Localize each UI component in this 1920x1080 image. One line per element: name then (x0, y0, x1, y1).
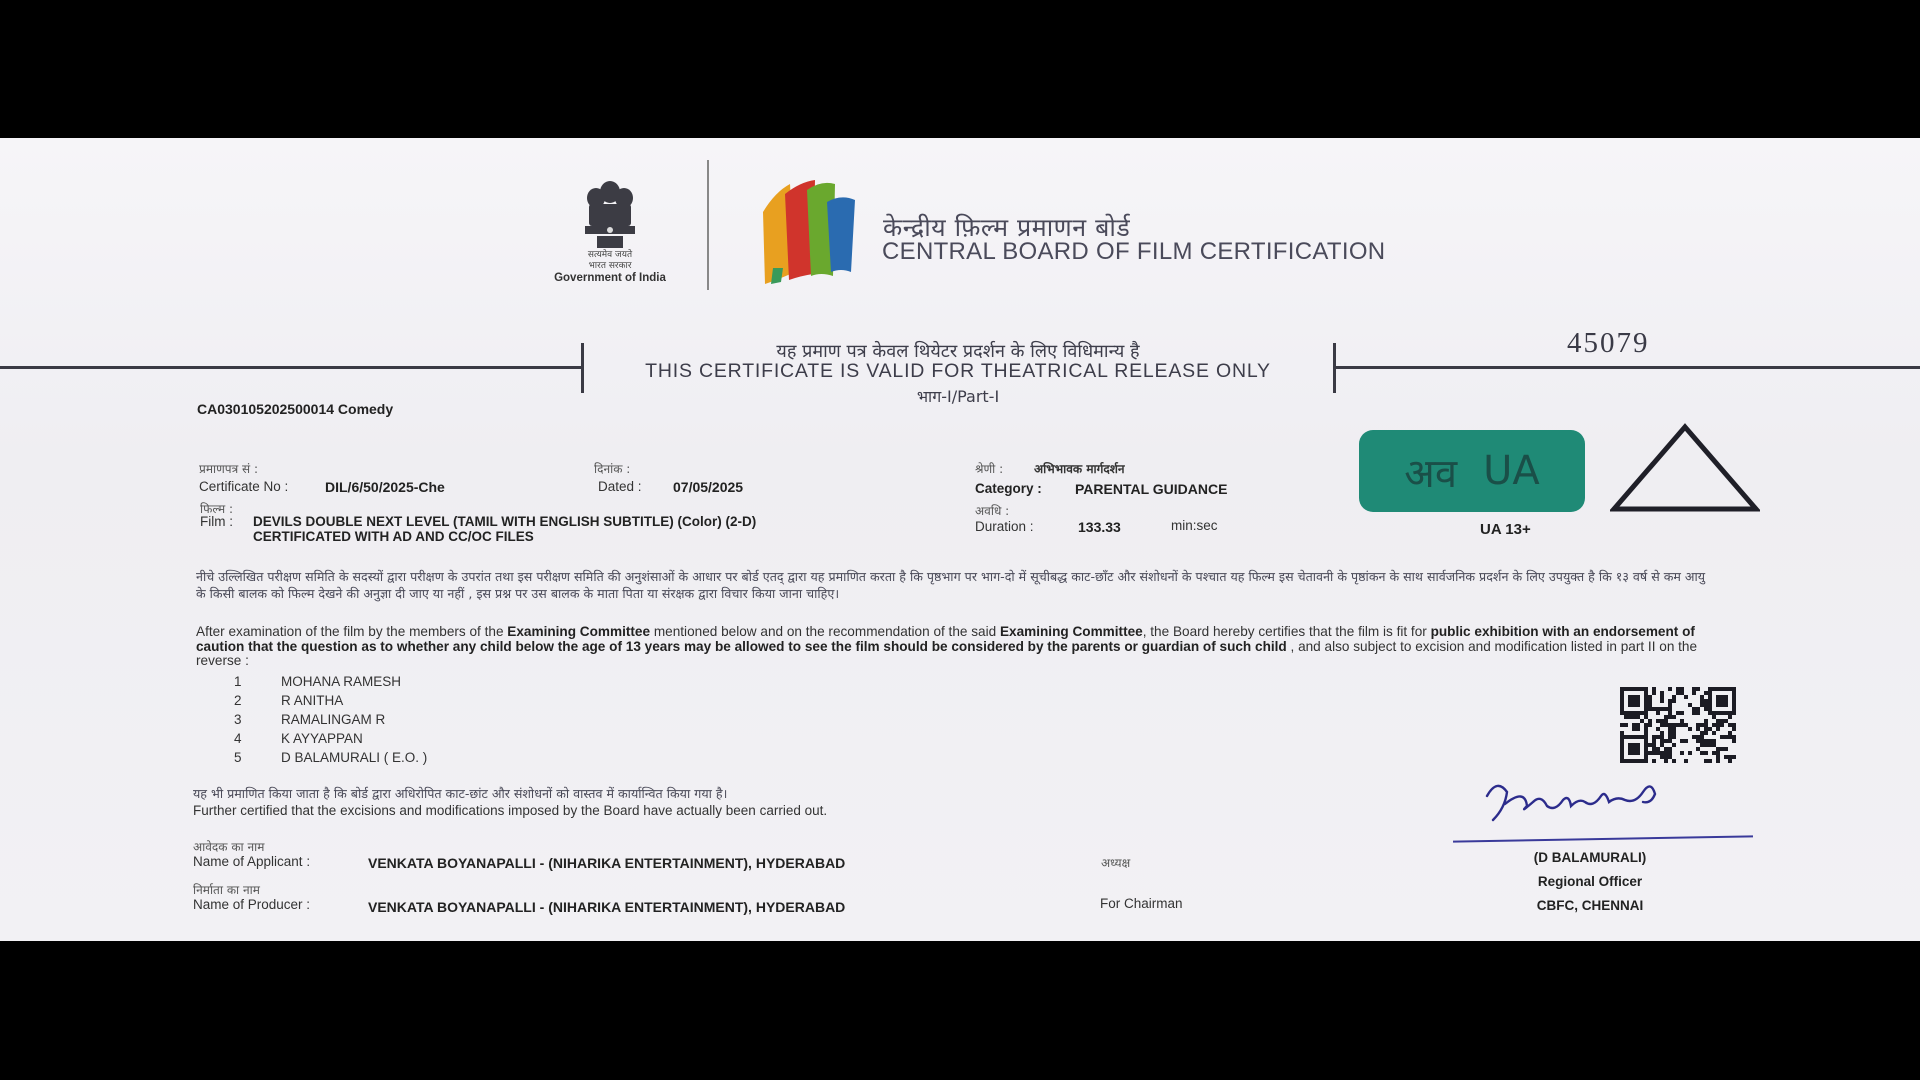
category-value-hindi: अभिभावक मार्गदर्शन (1034, 462, 1125, 476)
member-number: 4 (234, 731, 242, 746)
ua-rating-badge (1359, 430, 1585, 512)
certificate-document (0, 138, 1920, 941)
rule-left (0, 366, 584, 369)
member-name: K AYYAPPAN (281, 731, 363, 746)
category-label-hindi: श्रेणी : (975, 462, 1004, 476)
header-divider (707, 160, 709, 290)
producer-label: Name of Producer : (193, 897, 311, 912)
cert-no-label-hindi: प्रमाणपत्र सं : (199, 462, 259, 476)
cbfc-logo-icon (755, 172, 870, 292)
warning-triangle-icon (1610, 423, 1760, 513)
emblem-govt-english: Government of India (554, 272, 666, 284)
date-label: Dated : (598, 479, 642, 494)
member-name: MOHANA RAMESH (281, 674, 402, 689)
duration-value: 133.33 (1078, 519, 1121, 535)
date-label-hindi: दिनांक : (594, 462, 631, 476)
rating-hindi: अव (1404, 450, 1458, 497)
certification-text-hindi: नीचे उल्लिखित परीक्षण समिति के सदस्यों द्वारा परीक्षण के उपरांत तथा इस परीक्षण समिति की अनुशंसाओं के आधार पर बोर्ड एतद् द्वारा यह प्रमाणित करता है कि पृष्ठभाग पर भाग-दो में सूचीबद्ध काट-छाँट और संशोधनों के पश्चात यह फिल्म इस चेतावनी के पृष्ठांकन के साथ सार्वजनिक प्रदर्शन के लिए उपयुक्त है कि १३ वर्ष से कम आयु के किसी बालक को फिल्म देखने की अनुज्ञा दी जाए या नहीं , इस प्रश्न पर उस बालक के माता पिता या संरक्षक द्वारा विचार किया जाना चाहिए। (196, 569, 1706, 601)
member-name: D BALAMURALI ( E.O. ) (281, 750, 428, 765)
officer-name: (D BALAMURALI) (1533, 850, 1647, 865)
category-label: Category : (975, 481, 1042, 496)
member-number: 3 (234, 712, 242, 727)
film-label-hindi: फिल्म : (200, 502, 234, 516)
validity-hindi: यह प्रमाण पत्र केवल थियेटर प्रदर्शन के लिए विधिमान्य है (776, 341, 1140, 362)
further-certified-english: Further certified that the excisions and modifications imposed by the Board have actually been carried out. (193, 803, 828, 818)
applicant-label: Name of Applicant : (193, 854, 311, 869)
signature-image (1475, 768, 1705, 838)
film-title-line1: DEVILS DOUBLE NEXT LEVEL (TAMIL WITH ENGLISH SUBTITLE) (Color) (2-D) (253, 514, 757, 529)
ashoka-emblem-icon (575, 178, 645, 250)
cert-no-value: DIL/6/50/2025-Che (325, 479, 445, 495)
board-name-hindi: केन्द्रीय फ़िल्म प्रमाणन बोर्ड (883, 213, 1131, 242)
chairman-hindi: अध्यक्ष (1101, 856, 1131, 870)
duration-unit: min:sec (1171, 518, 1218, 533)
duration-label-hindi: अवधि : (975, 504, 1010, 518)
member-number: 1 (234, 674, 242, 689)
rating-english: UA (1483, 448, 1540, 494)
officer-title: Regional Officer (1537, 874, 1643, 889)
rule-right (1335, 366, 1920, 369)
duration-label: Duration : (975, 519, 1034, 534)
applicant-label-hindi: आवेदक का नाम (193, 840, 265, 854)
emblem-govt-hindi: भारत सरकार (588, 261, 632, 271)
certification-text-english: After examination of the film by the members of the Examining Committee mentioned below and on the recommendation of the said Examining Committee, the Board hereby certifies that the film is fit for public exhibition with an endorsement of caution that the question as to whether any child below the age of 13 years may be allowed to see the film should be considered by the parents or guardian of such child , and also subject to excision and modification listed in part II on the reverse : (196, 624, 1698, 668)
qr-code-icon (1620, 687, 1736, 765)
for-chairman: For Chairman (1100, 896, 1183, 911)
part-label: भाग-I/Part-I (916, 387, 1000, 406)
serial-number: 45079 (1567, 327, 1650, 359)
further-certified-hindi: यह भी प्रमाणित किया जाता है कि बोर्ड द्वारा अधिरोपित काट-छांट और संशोधनों को वास्तव में कार्यान्वित किया गया है। (193, 786, 728, 801)
member-number: 2 (234, 693, 242, 708)
bracket-left (581, 343, 584, 393)
board-name-english: CENTRAL BOARD OF FILM CERTIFICATION (882, 238, 1386, 265)
category-value: PARENTAL GUIDANCE (1075, 481, 1228, 497)
member-name: RAMALINGAM R (281, 712, 386, 727)
cert-no-label: Certificate No : (199, 479, 289, 494)
officer-office: CBFC, CHENNAI (1536, 898, 1644, 913)
film-label: Film : (200, 514, 233, 529)
reference-number: CA030105202500014 Comedy (197, 401, 394, 417)
member-number: 5 (234, 750, 242, 765)
bracket-right (1333, 343, 1336, 393)
validity-english: THIS CERTIFICATE IS VALID FOR THEATRICAL RELEASE ONLY (645, 360, 1271, 382)
producer-label-hindi: निर्माता का नाम (193, 883, 260, 897)
emblem-motto: सत्यमेव जयते (587, 250, 633, 260)
film-title-line2: CERTIFICATED WITH AD AND CC/OC FILES (253, 529, 534, 544)
member-name: R ANITHA (281, 693, 344, 708)
producer-value: VENKATA BOYANAPALLI - (NIHARIKA ENTERTAINMENT), HYDERABAD (368, 899, 846, 915)
age-rating-label: UA 13+ (1480, 521, 1531, 538)
date-value: 07/05/2025 (673, 479, 744, 495)
applicant-value: VENKATA BOYANAPALLI - (NIHARIKA ENTERTAINMENT), HYDERABAD (368, 855, 846, 871)
govt-emblem (540, 178, 680, 328)
